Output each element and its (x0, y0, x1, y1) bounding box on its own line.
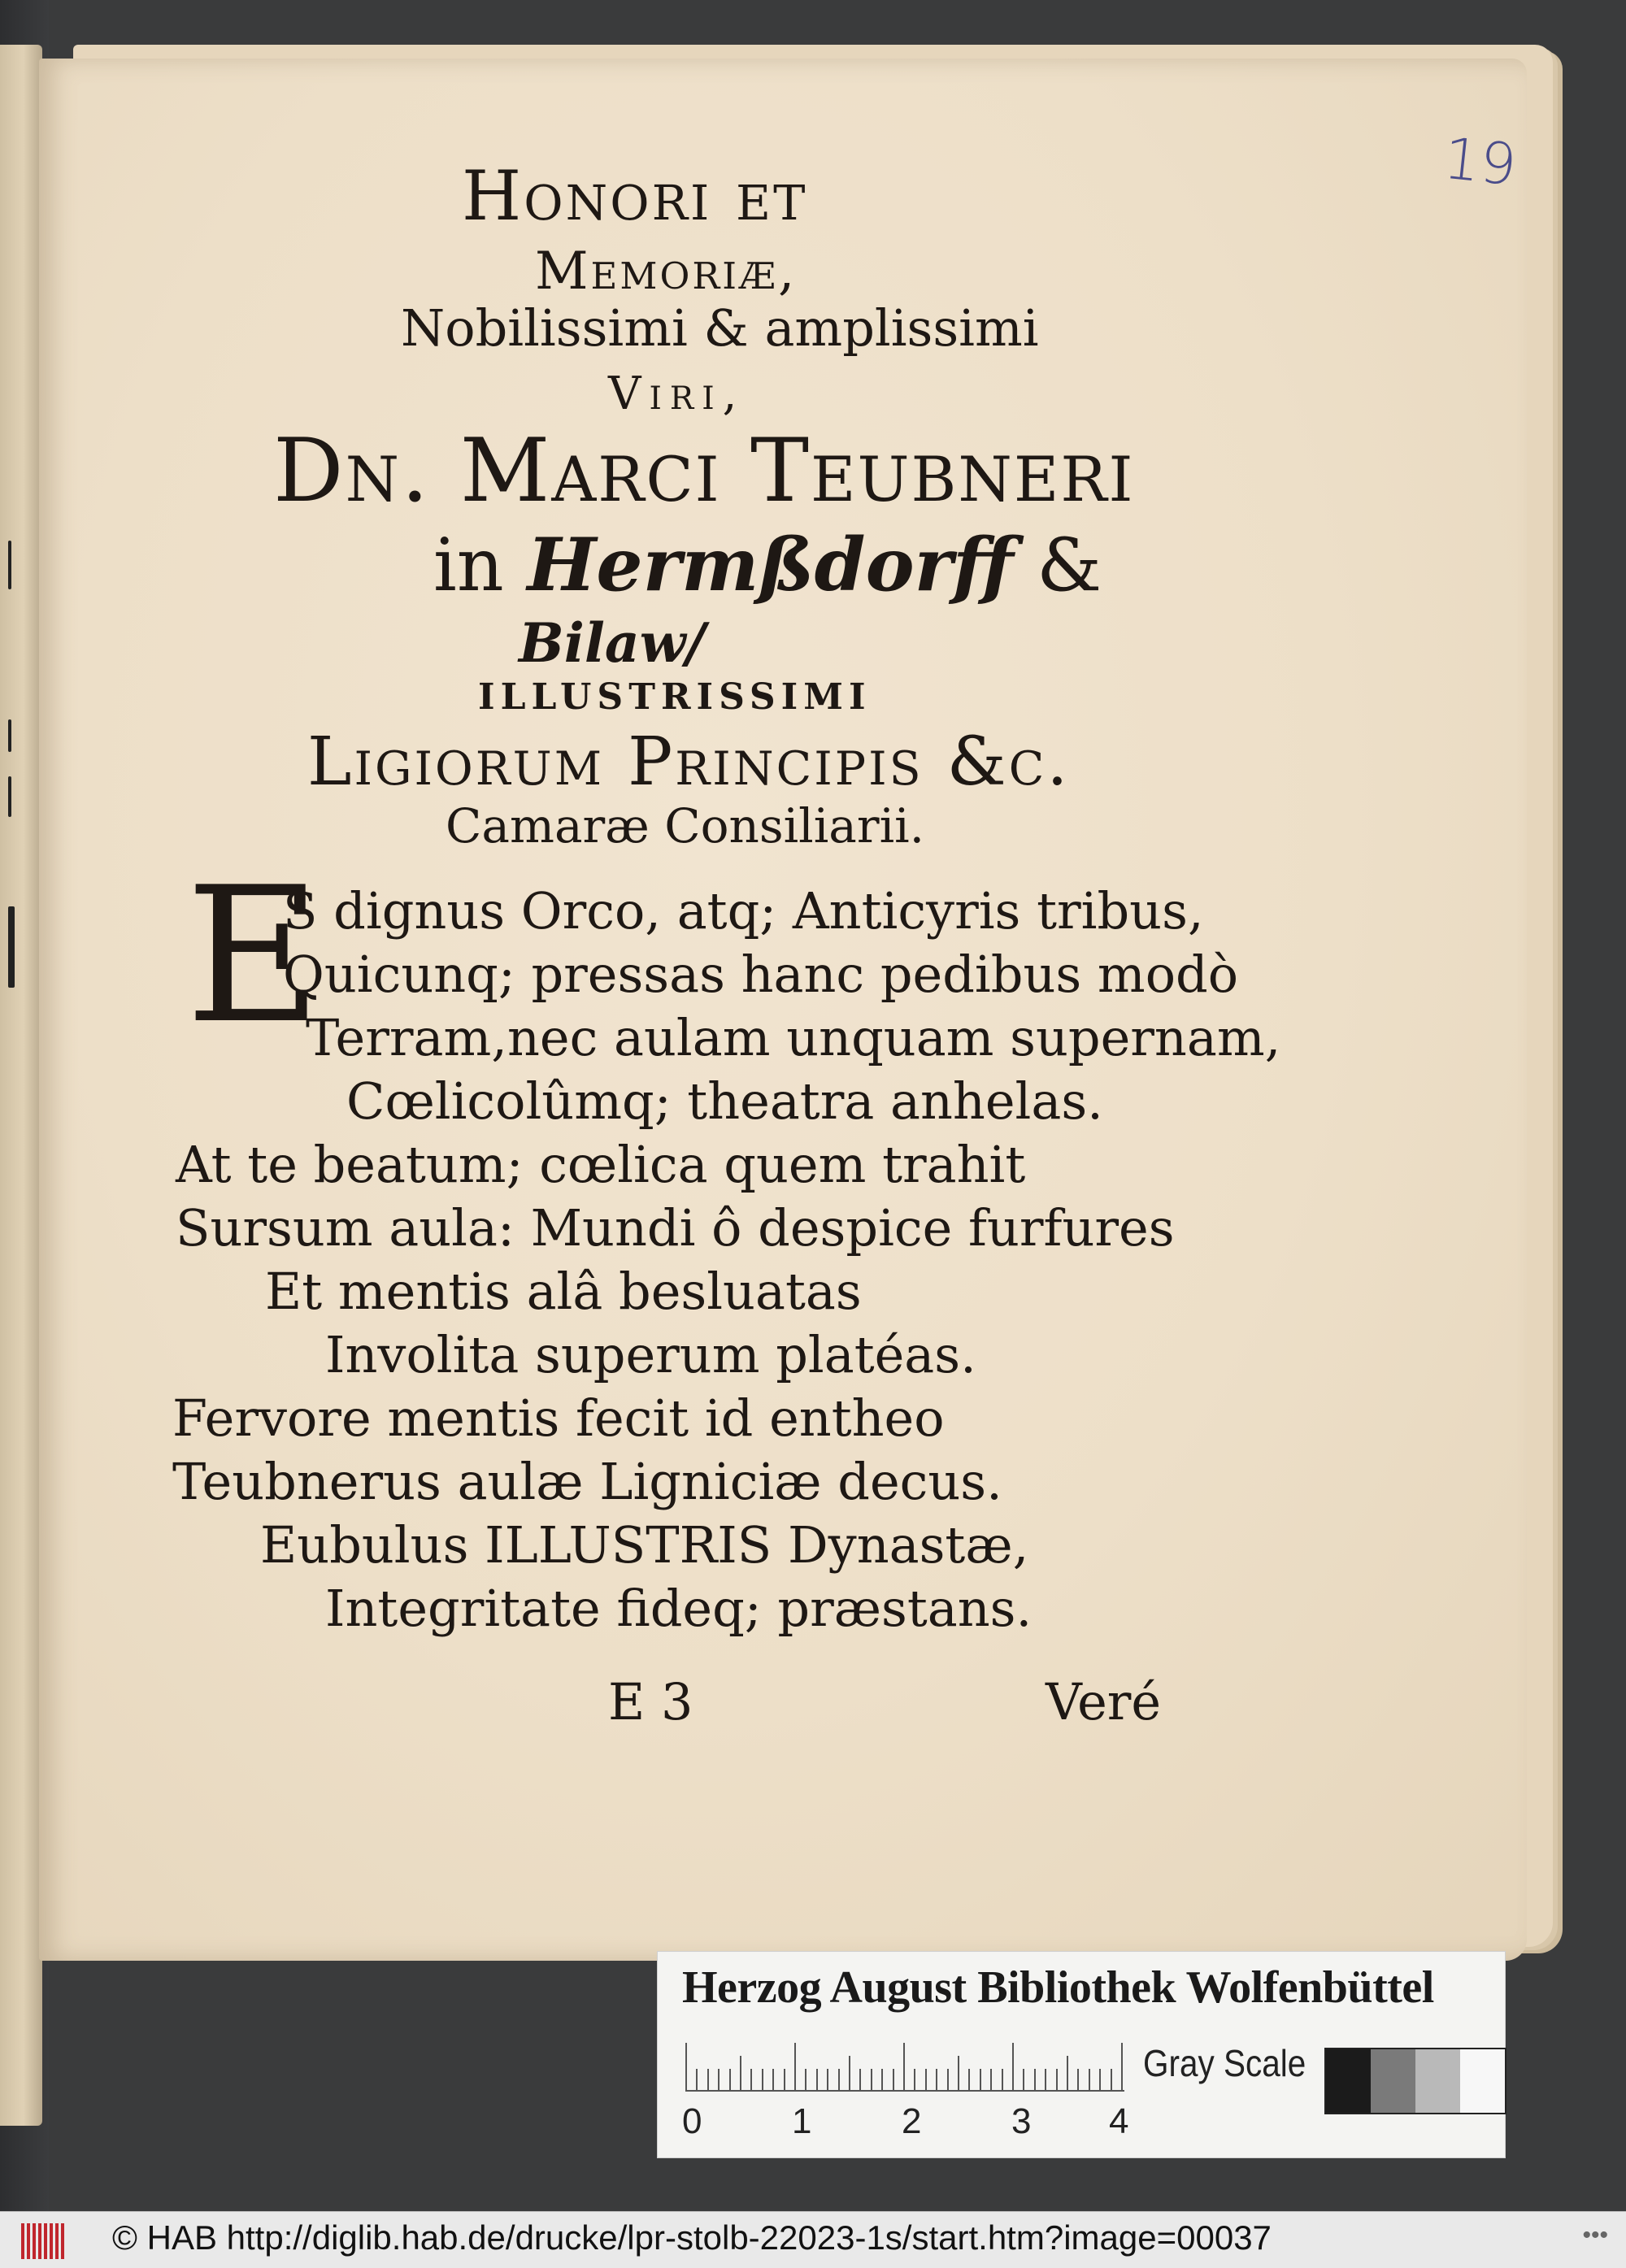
ruler-tick (1099, 2069, 1101, 2090)
poem-line: Fervore mentis fecit id entheo (172, 1388, 945, 1448)
ruler-tick (838, 2069, 840, 2090)
poem-line: Terram,nec aulam unquam supernam, (306, 1008, 1281, 1067)
ruler-tick (990, 2069, 992, 2090)
gray-scale-swatches (1324, 2048, 1506, 2114)
ruler-tick (1045, 2069, 1046, 2090)
ruler-tick (707, 2069, 709, 2090)
gray-swatch (1460, 2049, 1505, 2113)
ruler-tick (750, 2069, 752, 2090)
ruler-tick (685, 2043, 687, 2090)
ruler-tick (980, 2069, 981, 2090)
ruler-tick (816, 2069, 818, 2090)
library-name: Herzog August Bibliothek Wolfenbüttel (682, 1962, 1434, 2013)
ruler-tick (718, 2069, 720, 2090)
folio-number: 19 (1440, 124, 1520, 199)
ruler-tick (859, 2069, 861, 2090)
poem-line: Teubnerus aulæ Ligniciæ decus. (172, 1452, 1002, 1511)
heading-ligiorum: Ligiorum Principis &c. (307, 723, 1071, 801)
ruler-tick (696, 2069, 698, 2090)
heading-name: Dn. Marci Teubneri (273, 420, 1135, 522)
heading-camarae: Camaræ Consiliarii. (446, 798, 925, 854)
ruler-tick (849, 2056, 850, 2090)
heading-viri: Viri, (608, 367, 746, 420)
catchword: Veré (1046, 1672, 1162, 1731)
scale-ruler (685, 2043, 1124, 2092)
facing-page-mark (8, 906, 15, 988)
book-page (39, 59, 1527, 1961)
poem-line: At te beatum; cœlica quem trahit (176, 1135, 1026, 1194)
ruler-number: 2 (902, 2101, 922, 2141)
heading-place-in: in (433, 523, 528, 608)
facing-page-edge (0, 45, 42, 2126)
ruler-tick (893, 2069, 894, 2090)
poem-line: Cœlicolûmq; theatra anhelas. (346, 1071, 1103, 1131)
ruler-tick (784, 2069, 785, 2090)
viewer-footer (0, 2211, 1626, 2268)
ruler-tick (871, 2069, 872, 2090)
color-target-card (657, 1951, 1506, 2158)
ruler-tick (1023, 2069, 1024, 2090)
heading-place-and: & (1013, 523, 1102, 608)
ruler-tick (1056, 2069, 1058, 2090)
ruler-tick (1077, 2069, 1079, 2090)
ruler-tick (936, 2069, 937, 2090)
ruler-tick (1002, 2069, 1003, 2090)
ruler-tick (1111, 2069, 1112, 2090)
ruler-tick (925, 2069, 927, 2090)
ruler-tick (968, 2069, 970, 2090)
ruler-tick (1034, 2069, 1036, 2090)
ruler-tick (947, 2069, 949, 2090)
heading-illustrissimi: ILLUSTRISSIMI (478, 676, 872, 718)
ruler-number: 3 (1011, 2101, 1032, 2141)
heading-honori: Honori et (462, 156, 808, 236)
gray-swatch (1326, 2049, 1371, 2113)
ruler-number: 1 (792, 2101, 812, 2141)
facing-page-mark (8, 719, 11, 752)
ruler-tick (881, 2069, 883, 2090)
facing-page-mark (8, 541, 11, 589)
ruler-number: 4 (1109, 2101, 1129, 2141)
poem-line: S dignus Orco, atq; Anticyris tribus, (283, 881, 1204, 941)
ruler-tick (1089, 2069, 1090, 2090)
poem-line: Et mentis alâ besluatas (265, 1262, 862, 1321)
ruler-tick (1067, 2056, 1068, 2090)
ruler-tick (805, 2069, 806, 2090)
ruler-number: 0 (682, 2101, 702, 2141)
hab-logo-icon (21, 2223, 70, 2259)
more-options-icon[interactable]: ••• (1582, 2222, 1608, 2248)
poem-line: Integritate fideq; præstans. (325, 1579, 1033, 1638)
signature-mark: E 3 (608, 1672, 693, 1731)
ruler-tick (729, 2069, 731, 2090)
ruler-tick (1121, 2043, 1123, 2090)
ruler-tick (914, 2069, 915, 2090)
ruler-tick (794, 2043, 796, 2090)
gray-swatch (1371, 2049, 1415, 2113)
heading-place-hermsdorff: Hermßdorff (527, 522, 1014, 608)
gray-swatch (1415, 2049, 1460, 2113)
heading-bilaw: Bilaw/ (519, 611, 706, 675)
facing-page-mark (8, 776, 11, 817)
heading-nobilissimi: Nobilissimi & amplissimi (401, 298, 1039, 358)
ruler-tick (903, 2043, 905, 2090)
heading-place (433, 522, 1102, 608)
drop-cap: E (185, 848, 322, 1065)
poem-line: Eubulus ILLUSTRIS Dynastæ, (260, 1515, 1029, 1575)
heading-memoriae: Memoriæ, (535, 241, 798, 302)
copyright-url-link[interactable]: © HAB http://diglib.hab.de/drucke/lpr-stolb-22023-1s/start.htm?image=00037 (112, 2218, 1272, 2257)
ruler-tick (958, 2056, 959, 2090)
ruler-tick (762, 2069, 763, 2090)
ruler-tick (1012, 2043, 1014, 2090)
poem-line: Quicunq; pressas hanc pedibus modò (283, 945, 1239, 1004)
gray-scale-label: Gray Scale (1143, 2042, 1306, 2084)
poem-line: Sursum aula: Mundi ô despice furfures (176, 1198, 1175, 1258)
ruler-tick (827, 2069, 828, 2090)
ruler-tick (772, 2069, 774, 2090)
poem-line: Involita superum platéas. (325, 1325, 976, 1384)
ruler-tick (740, 2056, 741, 2090)
